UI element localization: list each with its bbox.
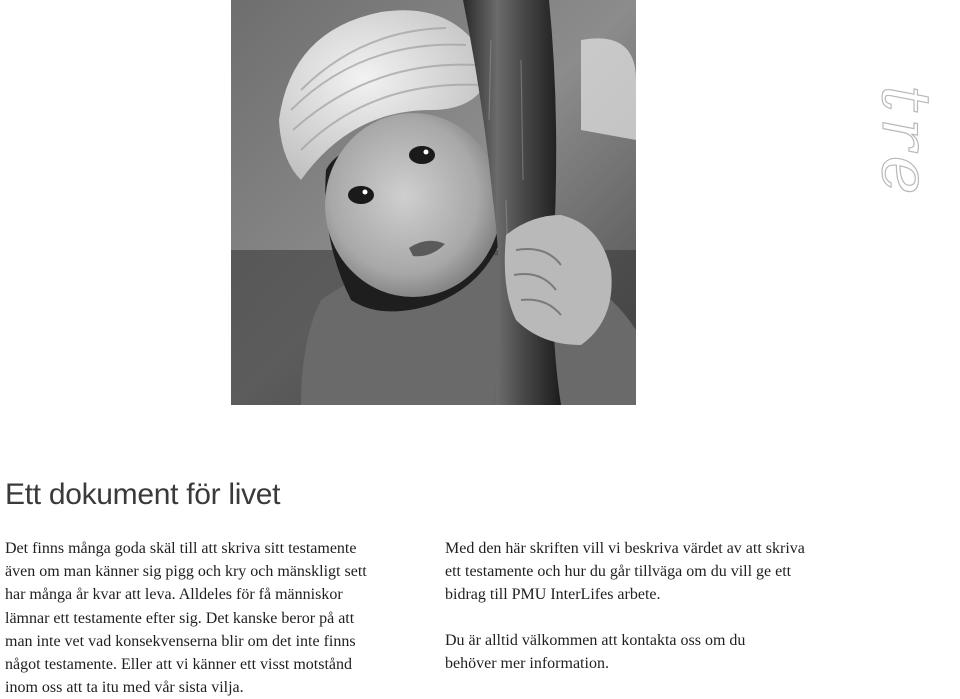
text-line: Det finns många goda skäl till att skriva sitt testamente [5, 540, 357, 557]
text-line: något testamente. Eller att vi känner ett visst motstånd [5, 656, 353, 674]
text-line: lämnar ett testamente efter sig. Det kanske beror på att [5, 609, 355, 627]
side-word [860, 60, 960, 210]
text-line: man inte vet vad konsekvenserna blir om det inte finns [5, 632, 356, 650]
text-line: bidrag till PMU InterLifes arbete. [445, 586, 661, 604]
text-line: behöver mer information. [445, 654, 609, 672]
text-line: även om man känner sig pigg och kry och mänskligt sett [5, 563, 367, 581]
paragraph-gap [445, 607, 885, 629]
right-text-column [445, 537, 885, 675]
side-word-text: tre [867, 85, 944, 201]
text-line: inom oss att ta itu med vår sista vilja. [5, 679, 244, 697]
child-photo [231, 0, 636, 405]
text-line: ett testamente och hur du går tillväga om du vill ge ett [445, 563, 792, 581]
text-line: Du är alltid välkommen att kontakta oss om du [445, 631, 746, 649]
left-text-column [5, 537, 425, 699]
text-line: Med den här skriften vill vi beskriva värdet av att skriva [445, 540, 805, 557]
text-line: har många år kvar att leva. Alldeles för få människor [5, 586, 343, 604]
page-heading: Ett dokument för livet [5, 478, 281, 511]
